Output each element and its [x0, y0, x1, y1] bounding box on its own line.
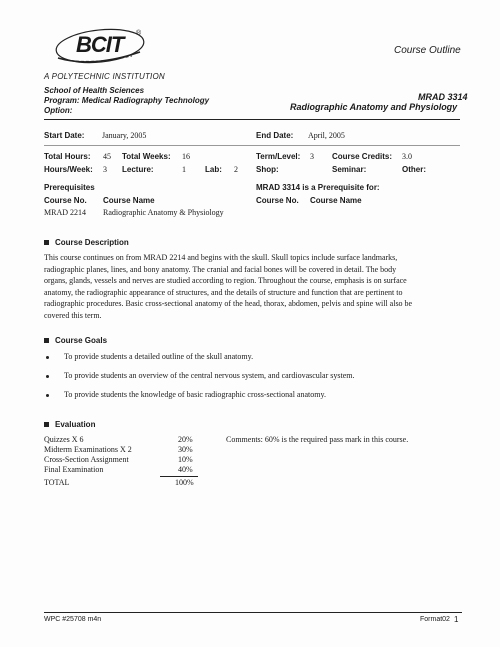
- is-prereq-heading: MRAD 3314 is a Prerequisite for:: [256, 183, 380, 192]
- total-weeks-label: Total Weeks:: [122, 152, 171, 161]
- footer-wpc: WPC #25708 m4n: [44, 616, 102, 623]
- description-heading-text: Course Description: [55, 238, 129, 247]
- prereq-row-name: Radiographic Anatomy & Physiology: [103, 208, 224, 217]
- total-hours-value: 45: [103, 152, 111, 161]
- logo-text: BCIT: [76, 32, 124, 57]
- prereq-col-name: Course Name: [103, 196, 155, 205]
- eval-comments: Comments: 60% is the required pass mark in this course.: [226, 435, 409, 444]
- program-name: Program: Medical Radiography Technology: [44, 96, 210, 105]
- goal-item: To provide students an overview of the central nervous system, and cardiovascular system.: [64, 371, 355, 380]
- goal-bullet-icon: [46, 356, 49, 359]
- description-line: covered this term.: [44, 310, 102, 320]
- eval-total-rule: [160, 476, 198, 477]
- total-hours-label: Total Hours:: [44, 152, 91, 161]
- start-date-value: January, 2005: [102, 131, 147, 140]
- eval-pct: 30%: [178, 445, 193, 454]
- section-bullet-icon: [44, 422, 49, 427]
- section-bullet-icon: [44, 338, 49, 343]
- end-date-value: April, 2005: [308, 131, 345, 140]
- section-bullet-icon: [44, 240, 49, 245]
- seminar-label: Seminar:: [332, 165, 367, 174]
- eval-pct: 10%: [178, 455, 193, 464]
- details-divider: [44, 145, 460, 146]
- course-code: MRAD 3314: [418, 92, 468, 102]
- description-line: radiographic procedures. Basic cross-sectional anatomy of the head, thorax, abdomen, pelvis and spine will also be: [44, 299, 413, 308]
- eval-item: Midterm Examinations X 2: [44, 445, 132, 454]
- course-credits-label: Course Credits:: [332, 152, 393, 161]
- course-title: Radiographic Anatomy and Physiology: [290, 102, 458, 112]
- hours-week-value: 3: [103, 165, 107, 174]
- end-date-label: End Date:: [256, 131, 294, 140]
- header-divider: [44, 119, 460, 120]
- description-line: This course continues on from MRAD 2214 and begins with the skull. Skull topics include surface landmarks,: [44, 253, 398, 262]
- institution-tagline: A POLYTECHNIC INSTITUTION: [44, 72, 165, 81]
- goal-bullet-icon: [46, 375, 49, 378]
- term-level-label: Term/Level:: [256, 152, 301, 161]
- description-body: [44, 252, 464, 321]
- description-line: organs, glands, vessels and nerves are studied according to region. Throughout the course, emphasis is on surface: [44, 276, 407, 285]
- is-prereq-col-name: Course Name: [310, 196, 362, 205]
- evaluation-heading: [44, 420, 95, 429]
- doc-type: Course Outline: [394, 45, 461, 56]
- eval-total-pct: 100%: [175, 478, 194, 487]
- goal-item: To provide students the knowledge of basic radiographic cross-sectional anatomy.: [64, 390, 326, 399]
- description-line: anatomy, the radiographic appearance of structures, and the details of structure and function that are pertinent to: [44, 287, 403, 297]
- term-level-value: 3: [310, 152, 314, 161]
- course-credits-value: 3.0: [402, 152, 412, 161]
- option-label: Option:: [44, 106, 73, 115]
- goals-heading-text: Course Goals: [55, 336, 108, 345]
- start-date-label: Start Date:: [44, 131, 85, 140]
- lecture-value: 1: [182, 165, 186, 174]
- lab-value: 2: [234, 165, 238, 174]
- footer-divider: [44, 612, 462, 613]
- other-label: Other:: [402, 165, 426, 174]
- hours-week-label: Hours/Week:: [44, 165, 93, 174]
- eval-item: Final Examination: [44, 465, 104, 474]
- prereq-col-no: Course No.: [44, 196, 87, 205]
- bcit-logo: [52, 24, 148, 68]
- eval-pct: 20%: [178, 435, 193, 444]
- goal-bullet-icon: [46, 394, 49, 397]
- total-weeks-value: 16: [182, 152, 190, 161]
- school-name: School of Health Sciences: [44, 86, 145, 95]
- page-number: 1: [454, 615, 459, 624]
- shop-label: Shop:: [256, 165, 279, 174]
- eval-item: Quizzes X 6: [44, 435, 84, 444]
- eval-pct: 40%: [178, 465, 193, 474]
- description-heading: [44, 238, 129, 247]
- evaluation-heading-text: Evaluation: [55, 420, 96, 429]
- prereq-row-no: MRAD 2214: [44, 208, 87, 217]
- lab-label: Lab:: [205, 165, 222, 174]
- description-line: radiographic planes, lines, and bony anatomy. The cranial and facial bones will be covered in detail. The body: [44, 264, 397, 274]
- registered-mark: ®: [136, 30, 142, 37]
- prereq-heading: Prerequisites: [44, 183, 95, 192]
- eval-item: Cross-Section Assignment: [44, 455, 129, 464]
- is-prereq-col-no: Course No.: [256, 196, 299, 205]
- lecture-label: Lecture:: [122, 165, 154, 174]
- goal-item: To provide students a detailed outline of the skull anatomy.: [64, 352, 254, 361]
- eval-total-label: TOTAL: [44, 478, 70, 487]
- goals-heading: [44, 336, 107, 345]
- footer-format: Format02: [420, 616, 450, 623]
